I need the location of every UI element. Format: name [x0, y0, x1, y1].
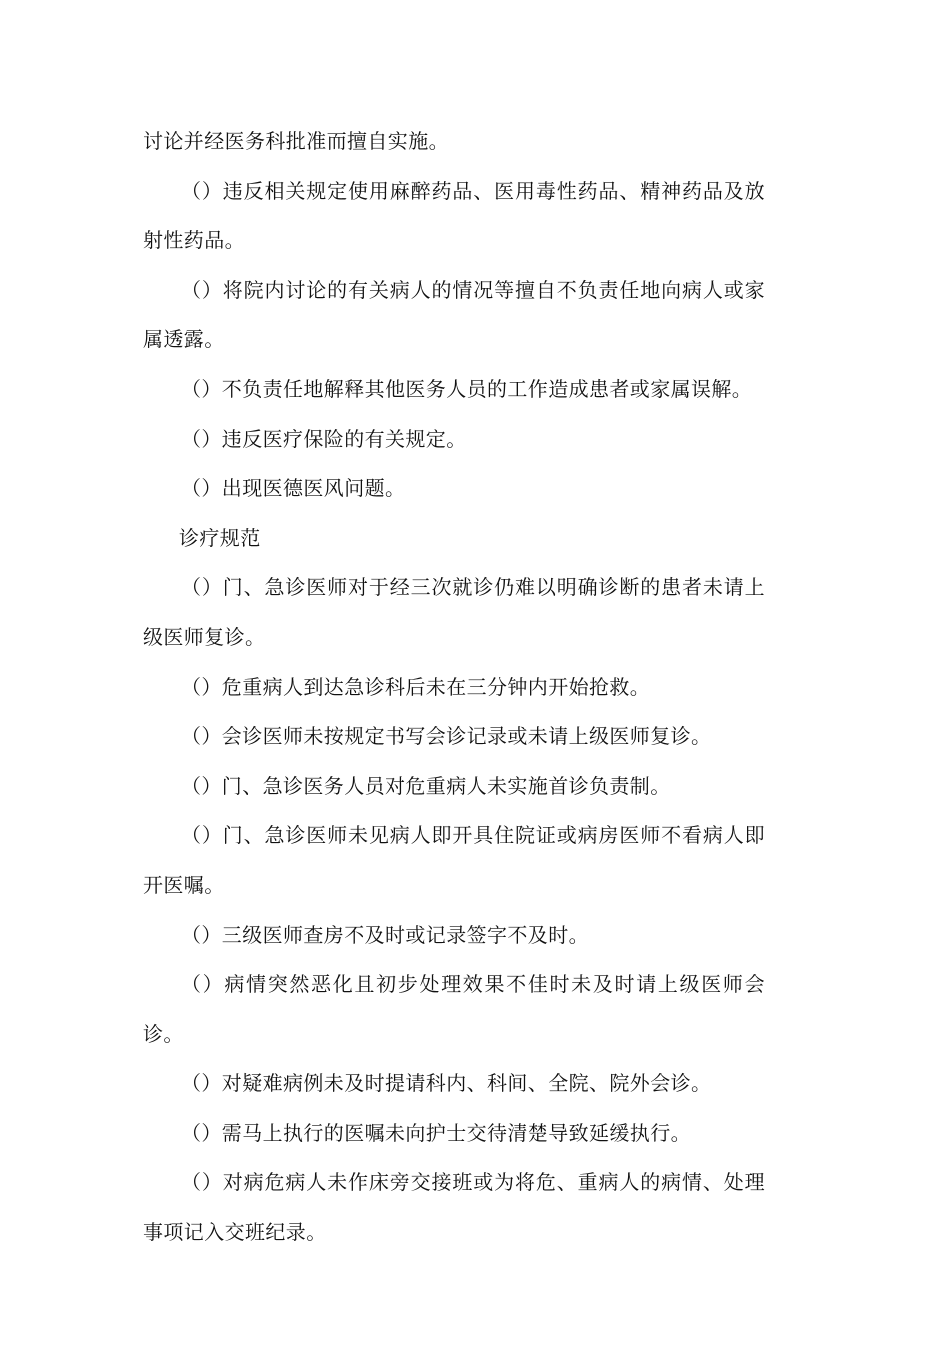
paragraph-continuation: 讨论并经医务科批准而擅自实施。 [143, 129, 449, 153]
list-item: （）对疑难病例未及时提请科内、科间、全院、院外会诊。 [181, 1071, 712, 1096]
list-item: （）门、急诊医师未见病人即开具住院证或病房医师不看病人即开医嘱。 [143, 823, 765, 897]
list-item: （）门、急诊医师对于经三次就诊仍难以明确诊断的患者未请上级医师复诊。 [143, 575, 765, 649]
section-heading: 诊疗规范 [179, 525, 261, 550]
list-item: （）违反医疗保险的有关规定。 [181, 426, 467, 451]
document-body [143, 117, 765, 1258]
list-item: （）三级医师查房不及时或记录签字不及时。 [181, 922, 589, 947]
list-item: （）违反相关规定使用麻醉药品、医用毒性药品、精神药品及放射性药品。 [143, 178, 765, 253]
list-item: （）门、急诊医务人员对危重病人未实施首诊负责制。 [181, 773, 671, 798]
list-item: （）会诊医师未按规定书写会诊记录或未请上级医师复诊。 [181, 724, 712, 749]
list-item: （）出现医德医风问题。 [181, 476, 406, 501]
list-item: （）需马上执行的医嘱未向护士交待清楚导致延缓执行。 [181, 1120, 691, 1145]
list-item: （）对病危病人未作床旁交接班或为将危、重病人的病情、处理事项记入交班纪录。 [143, 1170, 765, 1245]
list-item: （）病情突然恶化且初步处理效果不佳时未及时请上级医师会诊。 [143, 972, 765, 1046]
list-item: （）将院内讨论的有关病人的情况等擅自不负责任地向病人或家属透露。 [143, 277, 765, 352]
list-item: （）危重病人到达急诊科后未在三分钟内开始抢救。 [181, 674, 651, 699]
list-item: （）不负责任地解释其他医务人员的工作造成患者或家属误解。 [181, 376, 753, 401]
